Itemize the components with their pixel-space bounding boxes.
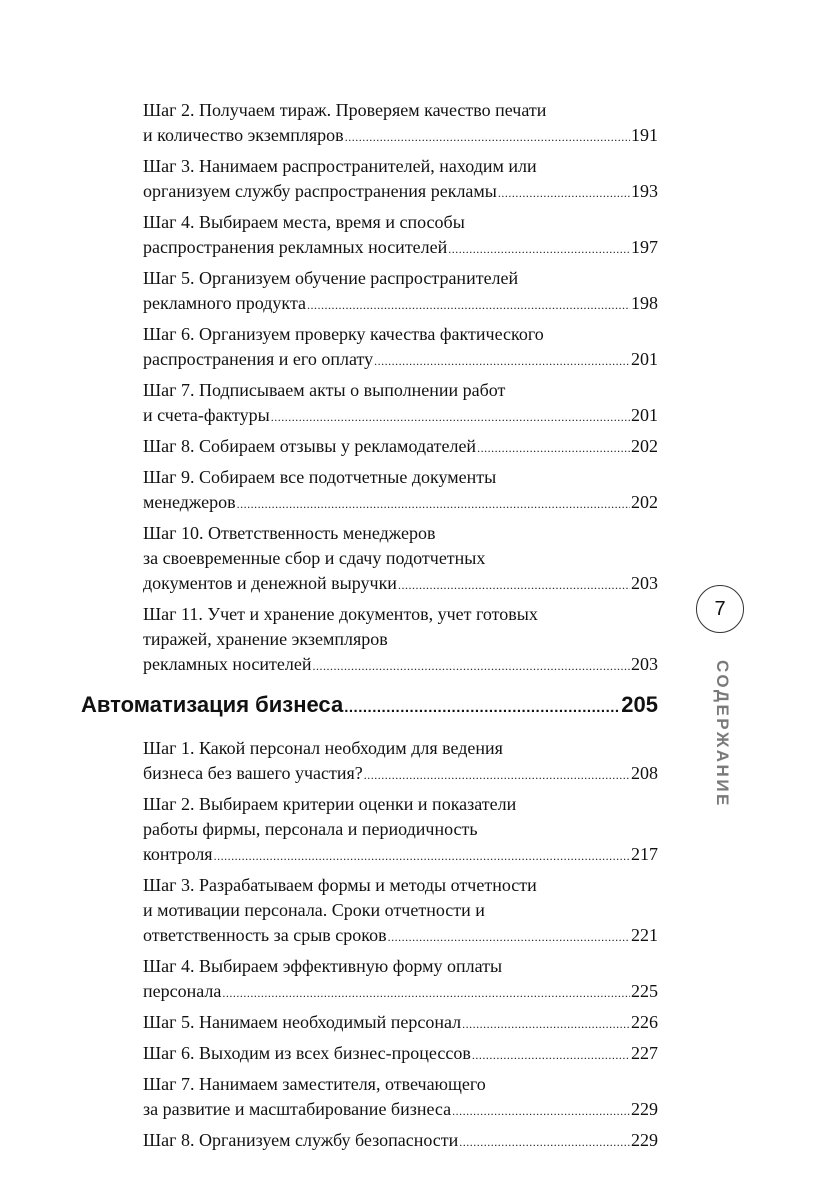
toc-entry-line: тиражей, хранение экземпляров	[143, 629, 388, 649]
toc-entry[interactable]	[143, 1041, 658, 1068]
toc-entry-last-line	[143, 1041, 658, 1068]
toc-page-number: 201	[631, 405, 658, 425]
toc-entry-line: Шаг 2. Получаем тираж. Проверяем качество печати	[143, 100, 547, 120]
toc-entry-line: Шаг 4. Выбираем эффективную форму оплаты	[143, 956, 503, 976]
toc-entry[interactable]	[143, 434, 658, 461]
dot-leader	[237, 492, 630, 517]
dot-leader	[271, 405, 630, 430]
toc-entry-last-line	[143, 434, 658, 461]
dot-leader	[364, 763, 630, 788]
dot-leader	[214, 844, 630, 869]
toc-entry-text: распространения и его оплату	[143, 349, 374, 369]
toc-page-number: 225	[631, 981, 658, 1001]
toc-entry-line: Шаг 7. Нанимаем заместителя, отвечающего	[143, 1074, 486, 1094]
toc-entry-last-line	[143, 761, 658, 788]
toc-entry-last-line	[143, 235, 658, 262]
toc-entry-line: Шаг 6. Организуем проверку качества фактического	[143, 324, 544, 344]
toc-entries-top	[143, 98, 658, 679]
toc-entry[interactable]	[143, 465, 658, 517]
toc-entry-last-line	[143, 842, 658, 869]
toc-entry-text: рекламных носителей	[143, 654, 312, 674]
toc-page-number: 197	[631, 237, 658, 257]
toc-page-number: 208	[631, 763, 658, 783]
toc-page-number: 193	[631, 181, 658, 201]
dot-leader	[307, 293, 630, 318]
toc-entry-line: Шаг 11. Учет и хранение документов, учет готовых	[143, 604, 538, 624]
page-number: 7	[714, 597, 726, 620]
toc-entries-bottom	[143, 736, 658, 1155]
toc-entry-text: персонала	[143, 981, 222, 1001]
toc-entry[interactable]	[143, 266, 658, 318]
toc-entry[interactable]	[143, 1128, 658, 1155]
toc-page-number: 203	[631, 654, 658, 674]
toc-entry[interactable]	[143, 210, 658, 262]
toc-entry-line: и мотивации персонала. Сроки отчетности и	[143, 900, 485, 920]
toc-page-number: 217	[631, 844, 658, 864]
toc-entry-last-line	[143, 490, 658, 517]
toc-section-heading[interactable]	[81, 691, 658, 722]
dot-leader	[452, 1099, 630, 1124]
toc-page-number: 202	[631, 436, 658, 456]
toc-entry-text: и количество экземпляров	[143, 125, 344, 145]
toc-entry-last-line	[143, 1010, 658, 1037]
dot-leader	[374, 349, 630, 374]
toc-entry-last-line	[143, 179, 658, 206]
toc-entry-text: контроля	[143, 844, 213, 864]
toc-entry-text: за развитие и масштабирование бизнеса	[143, 1099, 452, 1119]
dot-leader	[459, 1130, 630, 1155]
toc-entry[interactable]	[143, 954, 658, 1006]
toc-page-number: 203	[631, 573, 658, 593]
section-page-number: 205	[621, 692, 658, 717]
toc-entry-text: организуем службу распространения рекламы	[143, 181, 497, 201]
toc-page-number: 202	[631, 492, 658, 512]
dot-leader	[388, 925, 630, 950]
toc-entry-line: Шаг 3. Разрабатываем формы и методы отчетности	[143, 875, 537, 895]
toc-entry-line: Шаг 5. Организуем обучение распространителей	[143, 268, 519, 288]
toc-entry[interactable]	[143, 736, 658, 788]
toc-entry-text: и счета-фактуры	[143, 405, 270, 425]
toc-entry-last-line	[143, 652, 658, 679]
toc-entry-line: Шаг 7. Подписываем акты о выполнении работ	[143, 380, 506, 400]
toc-entry[interactable]	[143, 98, 658, 150]
toc-entry[interactable]	[143, 378, 658, 430]
table-of-contents	[81, 98, 658, 1159]
toc-entry-line: Шаг 1. Какой персонал необходим для ведения	[143, 738, 503, 758]
toc-entry-last-line	[143, 571, 658, 598]
dot-leader	[345, 125, 630, 150]
toc-entry-line: Шаг 10. Ответственность менеджеров	[143, 523, 436, 543]
toc-entry-text: распространения рекламных носителей	[143, 237, 448, 257]
toc-entry-text: бизнеса без вашего участия?	[143, 763, 363, 783]
toc-page-number: 226	[631, 1012, 658, 1032]
toc-entry-line: Шаг 2. Выбираем критерии оценки и показатели	[143, 794, 517, 814]
dot-leader	[448, 237, 630, 262]
toc-page-number: 201	[631, 349, 658, 369]
toc-page-number: 191	[631, 125, 658, 145]
toc-entry-line: Шаг 9. Собираем все подотчетные документы	[143, 467, 497, 487]
toc-page-number: 227	[631, 1043, 658, 1063]
dot-leader	[477, 436, 630, 461]
toc-entry-text: менеджеров	[143, 492, 236, 512]
toc-entry[interactable]	[143, 873, 658, 950]
toc-entry[interactable]	[143, 154, 658, 206]
toc-entry-text: Шаг 5. Нанимаем необходимый персонал	[143, 1012, 462, 1032]
dot-leader	[498, 181, 630, 206]
toc-page-number: 198	[631, 293, 658, 313]
toc-entry[interactable]	[143, 521, 658, 598]
toc-page-number: 221	[631, 925, 658, 945]
toc-entry-last-line	[143, 123, 658, 150]
toc-entry-line: работы фирмы, персонала и периодичность	[143, 819, 478, 839]
dot-leader	[472, 1043, 630, 1068]
toc-entry-last-line	[143, 1128, 658, 1155]
toc-entry-last-line	[143, 1097, 658, 1124]
section-title: Автоматизация бизнеса	[81, 692, 344, 717]
toc-entry-text: Шаг 6. Выходим из всех бизнес-процессов	[143, 1043, 471, 1063]
toc-entry[interactable]	[143, 1072, 658, 1124]
toc-entry[interactable]	[143, 792, 658, 869]
toc-entry-last-line	[143, 403, 658, 430]
toc-entry-line: за своевременные сбор и сдачу подотчетных	[143, 548, 486, 568]
toc-entry-text: Шаг 8. Организуем службу безопасности	[143, 1130, 459, 1150]
toc-entry-last-line	[143, 923, 658, 950]
toc-entry-last-line	[143, 979, 658, 1006]
toc-entry[interactable]	[143, 602, 658, 679]
toc-entry[interactable]	[143, 322, 658, 374]
page-number-badge	[696, 585, 744, 633]
toc-entry-line: Шаг 3. Нанимаем распространителей, находим или	[143, 156, 537, 176]
toc-entry-last-line	[143, 347, 658, 374]
dot-leader	[398, 573, 630, 598]
section-side-label: СОДЕРЖАНИЕ	[713, 660, 732, 808]
toc-entry-last-line	[143, 291, 658, 318]
dot-leader	[222, 981, 630, 1006]
dot-leader	[344, 694, 620, 722]
dot-leader	[462, 1012, 630, 1037]
toc-entry-text: документов и денежной выручки	[143, 573, 397, 593]
toc-entry[interactable]	[143, 1010, 658, 1037]
toc-entry-text: рекламного продукта	[143, 293, 307, 313]
dot-leader	[313, 654, 631, 679]
toc-page-number: 229	[631, 1099, 658, 1119]
toc-page-number: 229	[631, 1130, 658, 1150]
toc-entry-text: ответственность за срыв сроков	[143, 925, 387, 945]
toc-entry-text: Шаг 8. Собираем отзывы у рекламодателей	[143, 436, 477, 456]
toc-entry-line: Шаг 4. Выбираем места, время и способы	[143, 212, 465, 232]
